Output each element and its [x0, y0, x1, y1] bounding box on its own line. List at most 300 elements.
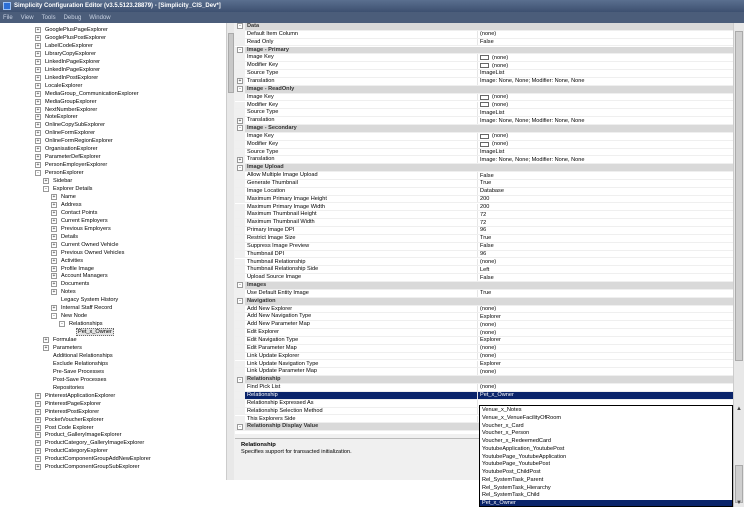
property-value[interactable]	[478, 173, 494, 179]
property-category[interactable]	[235, 376, 733, 384]
dropdown-option[interactable]: YoutubePage_YoutubePost	[482, 461, 551, 468]
property-value[interactable]	[478, 31, 496, 37]
property-value[interactable]	[478, 110, 504, 116]
tree-node-label: Current Owned Vehicle	[61, 241, 119, 248]
expand-icon[interactable]: +	[52, 305, 56, 312]
expand-icon[interactable]: +	[36, 416, 40, 423]
tree-node-label: Previous Employers	[61, 225, 111, 232]
tree-node[interactable]	[35, 121, 106, 129]
scroll-down-arrow-icon[interactable]: ▼	[736, 500, 742, 506]
menu-item-tools[interactable]: Tools	[41, 14, 56, 21]
property-row[interactable]	[235, 337, 733, 345]
property-value[interactable]	[478, 345, 496, 351]
tree-node[interactable]	[35, 424, 95, 432]
menu-item-window[interactable]: Window	[89, 14, 111, 21]
tree-node[interactable]	[35, 455, 152, 463]
expand-icon[interactable]: +	[52, 281, 56, 288]
tree-node[interactable]	[51, 249, 125, 257]
property-category[interactable]	[235, 23, 733, 31]
property-value[interactable]	[478, 102, 508, 108]
property-gutter	[235, 361, 245, 368]
property-row[interactable]	[235, 188, 733, 196]
tree-node[interactable]	[35, 98, 98, 106]
property-value[interactable]	[478, 243, 494, 249]
property-gutter	[235, 196, 245, 203]
tree-node[interactable]	[35, 50, 97, 58]
expand-icon[interactable]: +	[36, 42, 40, 49]
tree-node[interactable]	[43, 344, 83, 352]
property-value[interactable]	[478, 235, 491, 241]
tree-node-label: PersonEmployerExplorer	[45, 162, 108, 169]
tree-node-label: ProductComponentGroupSubExplorer	[45, 464, 140, 471]
property-name: Restrict Image Size	[245, 235, 478, 242]
menu-item-file[interactable]: File	[3, 14, 13, 21]
property-row[interactable]	[235, 274, 733, 282]
expand-icon[interactable]: +	[52, 257, 56, 264]
tree-node[interactable]	[51, 217, 109, 225]
property-row[interactable]	[235, 353, 733, 361]
collapse-icon[interactable]: -	[237, 377, 243, 383]
property-name: Source Type	[245, 149, 478, 156]
tree-node[interactable]	[51, 304, 113, 312]
property-value-text: 96	[480, 251, 487, 258]
expand-icon[interactable]: +	[36, 122, 40, 129]
property-category[interactable]	[235, 47, 733, 55]
expand-icon[interactable]: +	[36, 34, 40, 41]
collapse-icon[interactable]: -	[35, 170, 41, 176]
property-value-text: (none)	[480, 31, 497, 38]
dropdown-option[interactable]: Rel_SystemTask_Hierarchy	[482, 484, 551, 491]
property-name: Relationship Display Value	[247, 423, 319, 430]
property-value[interactable]	[478, 361, 501, 367]
property-grid-scrollbar-thumb[interactable]	[735, 31, 743, 361]
tree-node[interactable]	[43, 368, 105, 376]
tree-node-label: Activities	[61, 257, 84, 264]
expand-icon[interactable]: +	[52, 273, 56, 280]
property-value[interactable]	[478, 306, 496, 312]
title-bar	[0, 0, 744, 12]
property-value-text: 200	[480, 196, 490, 203]
property-value-text: Image: None, None; Modifier: None, None	[480, 156, 585, 163]
property-name: Suppress Image Preview	[245, 243, 478, 250]
tree-node[interactable]	[35, 113, 79, 121]
expand-icon[interactable]: +	[36, 98, 40, 105]
tree-node[interactable]	[51, 280, 90, 288]
dropdown-option[interactable]: Pet_x_Owner	[480, 500, 732, 507]
tree-scrollbar-thumb[interactable]	[228, 33, 234, 93]
tree-node[interactable]	[35, 42, 94, 50]
tree-node-label: Exclude Relationships	[53, 360, 109, 367]
tree-node[interactable]	[35, 66, 101, 74]
property-gutter	[235, 78, 245, 85]
scroll-up-arrow-icon[interactable]: ▲	[736, 406, 742, 412]
property-value[interactable]	[478, 337, 501, 343]
property-value[interactable]	[478, 39, 494, 45]
property-gutter	[235, 384, 245, 391]
collapse-icon[interactable]: -	[59, 321, 65, 327]
tree-node[interactable]	[43, 185, 93, 193]
property-value[interactable]	[478, 149, 504, 155]
tree-node[interactable]	[35, 106, 98, 114]
expand-icon[interactable]: +	[36, 162, 40, 169]
property-value[interactable]	[478, 259, 496, 265]
dropdown-scrollbar-thumb[interactable]	[735, 465, 743, 503]
property-value-text: Database	[480, 188, 504, 195]
expand-icon[interactable]: +	[238, 156, 242, 163]
tree-node[interactable]	[35, 392, 116, 400]
property-value-text: Explorer	[480, 360, 501, 367]
property-row[interactable]	[235, 290, 733, 298]
relationship-dropdown-list[interactable]	[479, 405, 733, 507]
property-value[interactable]	[478, 196, 489, 202]
property-name: Images	[247, 282, 267, 289]
tree-node[interactable]	[35, 416, 104, 424]
property-value-text: Pet_x_Owner	[480, 392, 514, 399]
dropdown-option[interactable]: Venue_x_VenueFacilityOfRoom	[482, 414, 561, 421]
expand-icon[interactable]: +	[36, 82, 40, 89]
property-row[interactable]	[235, 306, 733, 314]
property-row[interactable]	[235, 62, 733, 70]
property-value[interactable]	[478, 141, 508, 147]
tree-node[interactable]	[35, 137, 114, 145]
tree-node[interactable]	[51, 225, 112, 233]
property-gutter	[235, 353, 245, 360]
expand-icon[interactable]: +	[52, 201, 56, 208]
property-value[interactable]	[478, 353, 496, 359]
tree-node[interactable]	[35, 90, 140, 98]
tree-node[interactable]	[51, 265, 95, 273]
tree-node[interactable]	[43, 376, 107, 384]
expand-icon[interactable]: +	[36, 58, 40, 65]
property-value[interactable]	[478, 188, 504, 194]
expand-icon[interactable]: +	[36, 27, 40, 33]
property-grid-scrollbar[interactable]	[733, 23, 744, 434]
property-value[interactable]	[478, 322, 496, 328]
tree-node[interactable]	[35, 153, 102, 161]
property-value[interactable]	[478, 392, 514, 398]
property-gutter	[235, 423, 245, 430]
expand-icon[interactable]: +	[36, 392, 40, 399]
menu-bar	[0, 12, 744, 23]
property-value[interactable]	[478, 133, 508, 139]
tree-node[interactable]	[43, 336, 78, 344]
tree-node[interactable]	[35, 34, 107, 42]
tree-node-label: Contact Points	[61, 209, 98, 216]
property-row[interactable]	[235, 94, 733, 102]
dropdown-option[interactable]: YoutubePage_YoutubeApplication	[482, 453, 567, 460]
tree-node[interactable]	[51, 296, 119, 304]
expand-icon[interactable]: +	[44, 345, 48, 351]
tree-node-label: Sidebar	[53, 178, 73, 185]
property-row[interactable]	[235, 133, 733, 141]
property-row[interactable]	[235, 219, 733, 227]
dropdown-option[interactable]: Voucher_x_Card	[482, 422, 524, 429]
collapse-icon[interactable]: -	[237, 165, 243, 171]
property-value[interactable]	[478, 55, 508, 61]
property-row[interactable]	[235, 180, 733, 188]
property-value[interactable]	[478, 384, 496, 390]
tree-node[interactable]	[59, 320, 104, 328]
property-row[interactable]	[235, 243, 733, 251]
tree-node[interactable]	[35, 161, 108, 169]
image-preview-icon	[480, 134, 489, 139]
property-row[interactable]	[235, 259, 733, 267]
property-value[interactable]	[478, 330, 496, 336]
expand-icon[interactable]: +	[36, 50, 40, 57]
tree-node[interactable]	[51, 233, 79, 241]
expand-icon[interactable]: +	[36, 432, 40, 439]
property-value[interactable]	[478, 267, 489, 273]
expand-icon[interactable]: +	[36, 424, 40, 431]
property-row[interactable]	[235, 361, 733, 369]
property-gutter	[235, 39, 245, 46]
property-row[interactable]	[235, 368, 733, 376]
property-name: Navigation	[247, 297, 276, 304]
property-category[interactable]	[235, 125, 733, 133]
expand-icon[interactable]: +	[36, 400, 40, 407]
property-value[interactable]	[478, 204, 489, 210]
property-value[interactable]	[478, 212, 486, 218]
property-gutter	[235, 376, 245, 383]
property-value[interactable]	[478, 369, 496, 375]
property-value-text: (none)	[480, 353, 497, 360]
property-row[interactable]	[235, 31, 733, 39]
property-row[interactable]	[235, 102, 733, 110]
expand-icon[interactable]: +	[36, 146, 40, 153]
property-value-text: ImageList	[480, 148, 505, 155]
collapse-icon[interactable]: -	[237, 298, 243, 304]
property-value[interactable]	[478, 290, 491, 296]
property-row[interactable]	[235, 251, 733, 259]
property-row[interactable]	[235, 321, 733, 329]
tree-node[interactable]	[51, 272, 109, 280]
tree-node-label: LocaleExplorer	[45, 82, 83, 89]
property-category[interactable]	[235, 298, 733, 306]
property-gutter	[235, 180, 245, 187]
expand-icon[interactable]: +	[36, 74, 40, 81]
property-row[interactable]	[235, 313, 733, 321]
property-row[interactable]	[235, 141, 733, 149]
property-row[interactable]	[235, 149, 733, 157]
tree-node-label: Explorer Details	[53, 186, 93, 192]
expand-icon[interactable]: +	[36, 138, 40, 145]
image-preview-icon	[480, 142, 489, 147]
property-value-text: Image: None, None; Modifier: None, None	[480, 117, 585, 124]
property-name: Link Update Navigation Type	[245, 361, 478, 368]
tree-node-label: NextNumberExplorer	[45, 106, 98, 113]
collapse-icon[interactable]: -	[237, 424, 243, 430]
tree-node[interactable]	[43, 177, 73, 185]
property-row[interactable]	[235, 172, 733, 180]
expand-icon[interactable]: +	[238, 117, 242, 124]
tree-node[interactable]	[67, 328, 114, 336]
tree-node[interactable]	[35, 169, 85, 177]
property-row[interactable]	[235, 156, 733, 164]
property-gutter	[235, 408, 245, 415]
collapse-icon[interactable]: -	[237, 47, 243, 53]
expand-icon[interactable]: +	[52, 233, 56, 240]
collapse-icon[interactable]: -	[237, 23, 243, 29]
tree-node[interactable]	[43, 360, 109, 368]
property-value[interactable]	[478, 220, 486, 226]
tree-node[interactable]	[43, 384, 85, 392]
property-name: Add New Navigation Type	[245, 313, 478, 320]
tree-node-label: Address	[61, 201, 82, 208]
dropdown-option[interactable]: Venue_x_Notes	[482, 407, 522, 413]
property-row[interactable]	[235, 117, 733, 125]
property-row[interactable]	[235, 345, 733, 353]
tree-node[interactable]	[35, 431, 122, 439]
tree-node[interactable]	[35, 58, 101, 66]
tree-node[interactable]	[35, 145, 99, 153]
expand-icon[interactable]: +	[52, 217, 56, 224]
tree-node[interactable]	[35, 439, 145, 447]
property-name: Thumbnail DPI	[245, 251, 478, 258]
expand-icon[interactable]: +	[36, 464, 40, 471]
expand-icon[interactable]: +	[36, 114, 40, 121]
tree-node[interactable]	[35, 447, 109, 455]
property-value[interactable]	[478, 227, 486, 233]
tree-scrollbar[interactable]	[226, 23, 234, 480]
menu-item-view[interactable]: View	[20, 14, 34, 21]
tree-node-label: Previous Owned Vehicles	[61, 249, 125, 256]
tree-node-label: PocketVoucherExplorer	[45, 416, 104, 423]
tree-node-label: Pet_x_Owner	[78, 329, 112, 336]
property-value[interactable]	[478, 251, 486, 257]
tree-node-label: OnlineFormRegionExplorer	[45, 138, 113, 145]
property-row[interactable]	[235, 78, 733, 86]
property-category[interactable]	[235, 282, 733, 290]
tree-node[interactable]	[51, 193, 77, 201]
tree-node[interactable]	[35, 26, 109, 34]
expand-icon[interactable]: +	[238, 78, 242, 85]
menu-item-debug[interactable]: Debug	[63, 14, 82, 21]
property-row[interactable]	[235, 39, 733, 47]
property-row[interactable]	[235, 384, 733, 392]
expand-icon[interactable]: +	[36, 448, 40, 455]
property-name: Source Type	[245, 109, 478, 116]
property-row[interactable]	[235, 109, 733, 117]
property-gutter	[235, 416, 245, 423]
property-value[interactable]	[478, 314, 501, 320]
property-value[interactable]	[478, 180, 491, 186]
window-title: Simplicity Configuration Editor (v3.5.5123.28879) - [Simplicity_CIS_Dev*]	[14, 3, 221, 9]
tree-node[interactable]	[51, 257, 84, 265]
tree-node[interactable]	[51, 312, 88, 320]
property-name: Translation	[245, 156, 478, 163]
dropdown-option[interactable]: Rel_SystemTask_Parent	[482, 476, 544, 483]
property-value[interactable]	[478, 275, 494, 281]
expand-icon[interactable]: +	[36, 456, 40, 463]
tree-node-label: ProductCategoryExplorer	[45, 448, 108, 455]
property-row[interactable]	[235, 266, 733, 274]
property-value[interactable]	[478, 63, 508, 69]
dropdown-option[interactable]: YoutubePost_ChildPost	[482, 469, 541, 475]
property-row[interactable]	[235, 54, 733, 62]
property-name: Add New Parameter Map	[245, 321, 478, 328]
expand-icon[interactable]: +	[52, 193, 56, 200]
property-value-text: 72	[480, 211, 487, 218]
tree-node[interactable]	[35, 400, 102, 408]
collapse-icon[interactable]: -	[237, 282, 243, 288]
property-row[interactable]	[235, 211, 733, 219]
tree-node[interactable]	[51, 241, 120, 249]
property-gutter	[235, 211, 245, 218]
expand-icon[interactable]: +	[36, 408, 40, 415]
property-name: Modifier Key	[245, 62, 478, 69]
property-row[interactable]	[235, 196, 733, 204]
property-name: Image - ReadOnly	[247, 85, 295, 92]
expand-icon[interactable]: +	[52, 209, 56, 216]
property-row[interactable]	[235, 227, 733, 235]
property-row[interactable]	[235, 329, 733, 337]
expand-icon[interactable]: +	[44, 337, 48, 344]
tree-node[interactable]	[35, 129, 96, 137]
dropdown-scrollbar[interactable]	[733, 405, 744, 507]
expand-icon[interactable]: +	[52, 289, 56, 296]
collapse-icon[interactable]: -	[237, 86, 243, 92]
expand-icon[interactable]: +	[36, 154, 40, 161]
expand-icon[interactable]: +	[36, 90, 40, 97]
expand-icon[interactable]: +	[36, 130, 40, 137]
tree-node[interactable]	[35, 74, 99, 82]
dropdown-option[interactable]: Rel_SystemTask_Child	[482, 492, 540, 499]
tree-node[interactable]	[35, 408, 100, 416]
expand-icon[interactable]: +	[36, 106, 40, 113]
expand-icon[interactable]: +	[36, 66, 40, 73]
tree-node[interactable]	[43, 352, 114, 360]
tree-node-label: OnlineFormExplorer	[45, 130, 96, 137]
tree-node[interactable]	[51, 209, 98, 217]
property-name: Upload Source Image	[245, 274, 478, 281]
property-gutter	[235, 306, 245, 313]
property-gutter	[235, 94, 245, 101]
expand-icon[interactable]: +	[36, 440, 40, 447]
expand-icon[interactable]: +	[52, 241, 56, 248]
tree-node-label: Post Code Explorer	[45, 424, 94, 431]
property-value[interactable]	[478, 118, 584, 124]
property-value[interactable]	[478, 78, 584, 84]
tree-node[interactable]	[51, 288, 77, 296]
property-value[interactable]	[478, 94, 508, 100]
dropdown-option[interactable]: Voucher_x_Person	[482, 430, 530, 437]
expand-icon[interactable]: +	[44, 178, 48, 185]
property-row[interactable]	[235, 392, 733, 400]
property-value[interactable]	[478, 70, 504, 76]
property-category[interactable]	[235, 86, 733, 94]
property-row[interactable]	[235, 70, 733, 78]
collapse-icon[interactable]: -	[43, 186, 49, 192]
tree-node[interactable]	[51, 201, 83, 209]
dropdown-option[interactable]: Voucher_x_RedeemedCard	[482, 438, 552, 444]
tree-node[interactable]	[35, 463, 141, 471]
property-value[interactable]	[478, 157, 584, 163]
expand-icon[interactable]: +	[52, 265, 56, 272]
property-value-text: (none)	[492, 133, 509, 140]
expand-icon[interactable]: +	[52, 225, 56, 232]
property-category[interactable]	[235, 164, 733, 172]
property-gutter	[235, 243, 245, 250]
dropdown-option[interactable]: YoutubeApplication_YoutubePost	[482, 445, 565, 452]
tree-node[interactable]	[35, 82, 83, 90]
property-gutter	[235, 141, 245, 148]
collapse-icon[interactable]: -	[51, 313, 57, 319]
collapse-icon[interactable]: -	[237, 125, 243, 131]
expand-icon[interactable]: +	[52, 249, 56, 256]
property-gutter	[235, 274, 245, 281]
property-row[interactable]	[235, 204, 733, 212]
property-row[interactable]	[235, 235, 733, 243]
